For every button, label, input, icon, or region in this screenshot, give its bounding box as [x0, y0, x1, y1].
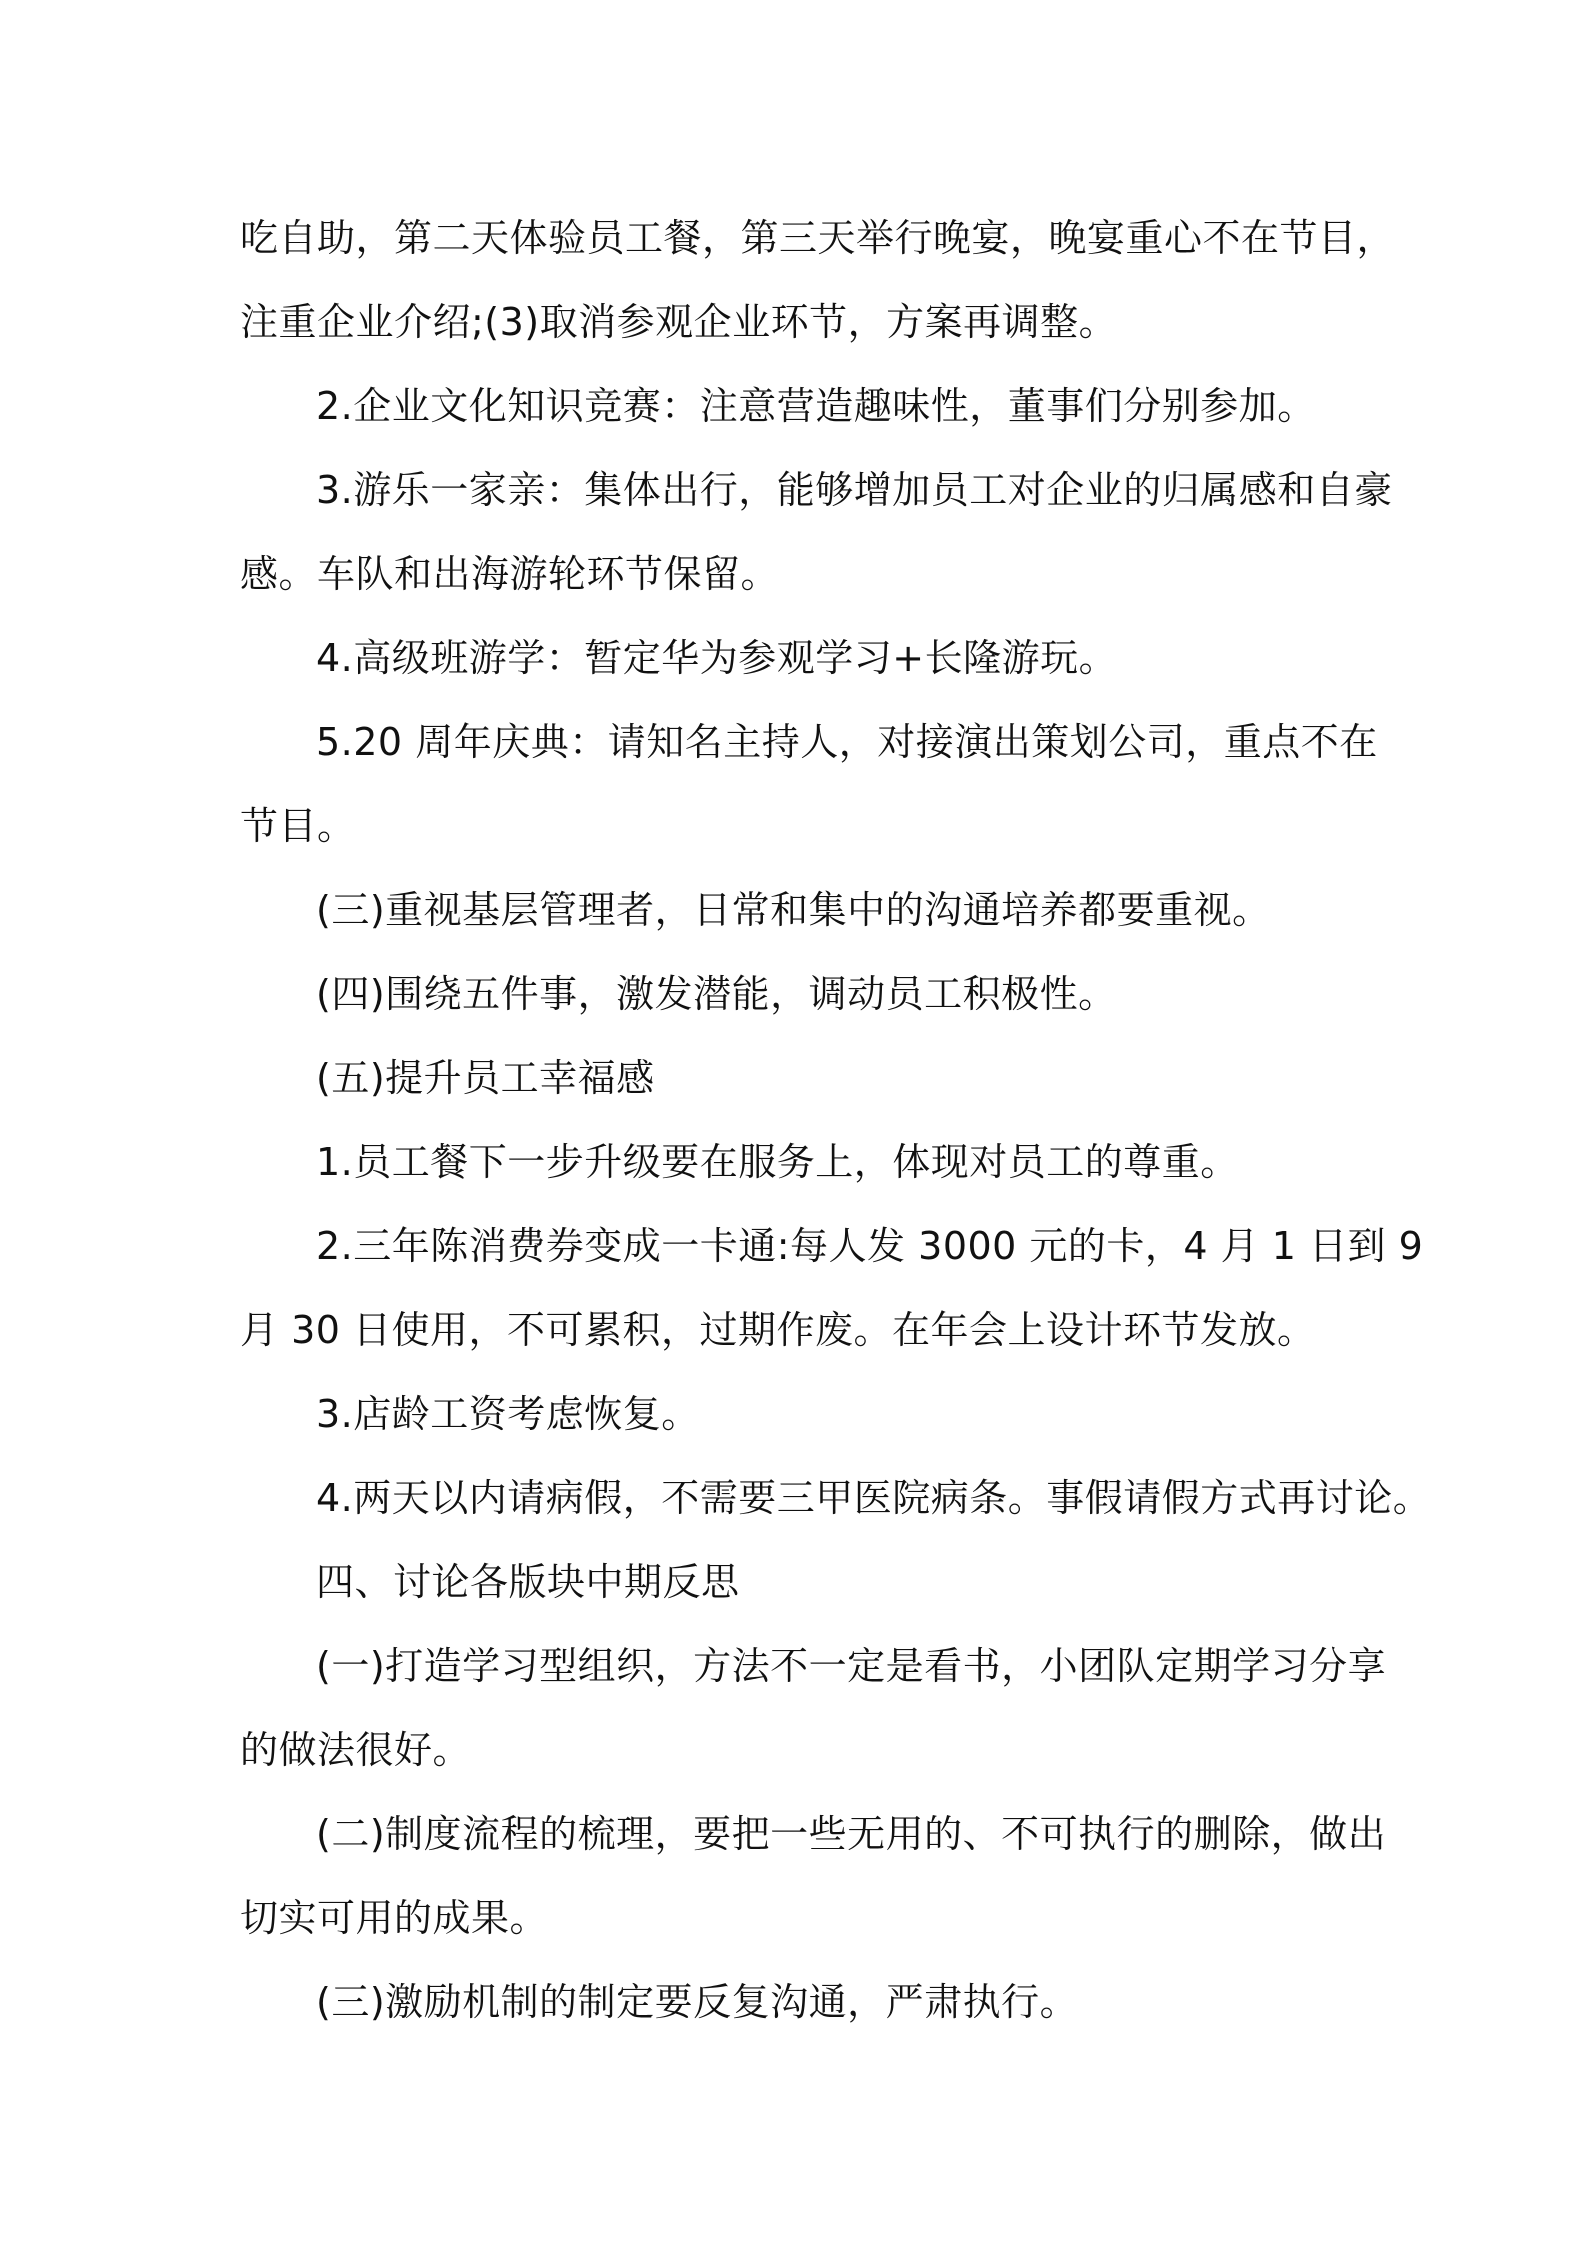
paragraph-line: (一)打造学习型组织，方法不一定是看书，小团队定期学习分享 — [316, 1644, 1387, 1688]
paragraph-line: 1.员工餐下一步升级要在服务上，体现对员工的尊重。 — [316, 1140, 1239, 1184]
paragraph-line: (四)围绕五件事，激发潜能，调动员工积极性。 — [316, 972, 1117, 1016]
paragraph-line: 3.游乐一家亲：集体出行，能够增加员工对企业的归属感和自豪 — [316, 468, 1393, 512]
paragraph-line: (三)重视基层管理者，日常和集中的沟通培养都要重视。 — [316, 888, 1271, 932]
paragraph-line: 4.高级班游学：暂定华为参观学习+长隆游玩。 — [316, 636, 1118, 680]
paragraph-line: 4.两天以内请病假，不需要三甲医院病条。事假请假方式再讨论。 — [316, 1476, 1432, 1520]
paragraph-line: 3.店龄工资考虑恢复。 — [316, 1392, 700, 1436]
paragraph-line: 2.企业文化知识竞赛：注意营造趣味性，董事们分别参加。 — [316, 384, 1316, 428]
section-heading: (五)提升员工幸福感 — [316, 1056, 655, 1100]
paragraph-line: 5.20 周年庆典：请知名主持人，对接演出策划公司，重点不在 — [316, 720, 1378, 764]
paragraph-line: 吃自助，第二天体验员工餐，第三天举行晚宴，晚宴重心不在节目， — [240, 216, 1396, 260]
paragraph-line: 感。车队和出海游轮环节保留。 — [240, 552, 780, 596]
paragraph-line: 的做法很好。 — [240, 1728, 472, 1772]
paragraph-line: 节目。 — [240, 804, 356, 848]
section-heading: 四、讨论各版块中期反思 — [316, 1560, 740, 1604]
paragraph-line: 切实可用的成果。 — [240, 1896, 549, 1940]
paragraph-line: 注重企业介绍;(3)取消参观企业环节，方案再调整。 — [240, 300, 1118, 344]
paragraph-line: (二)制度流程的梳理，要把一些无用的、不可执行的删除，做出 — [316, 1812, 1387, 1856]
document-body — [240, 196, 1432, 2044]
paragraph-line: 2.三年陈消费券变成一卡通:每人发 3000 元的卡，4 月 1 日到 9 — [316, 1224, 1424, 1268]
paragraph-line: (三)激励机制的制定要反复沟通，严肃执行。 — [316, 1980, 1079, 2024]
paragraph-line: 月 30 日使用，不可累积，过期作废。在年会上设计环节发放。 — [240, 1308, 1316, 1352]
